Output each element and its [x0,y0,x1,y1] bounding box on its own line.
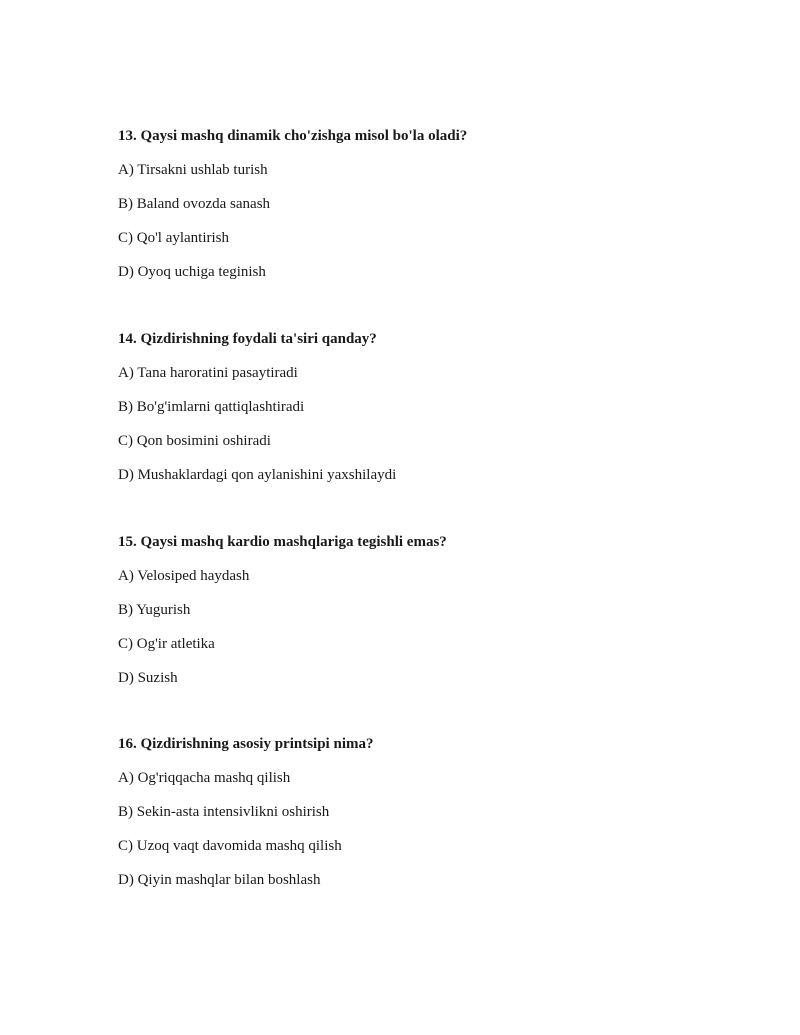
option-d: D) Qiyin mashqlar bilan boshlash [118,872,321,888]
question-14 [118,329,718,485]
question-13 [118,126,718,282]
option-a: A) Velosiped haydash [118,568,250,584]
option-b: B) Sekin-asta intensivlikni oshirish [118,804,330,820]
option-c: C) Og'ir atletika [118,636,215,652]
option-c: C) Qo'l aylantirish [118,230,230,246]
option-c: C) Uzoq vaqt davomida mashq qilish [118,838,342,854]
option-b: B) Baland ovozda sanash [118,196,271,212]
question-title: 14. Qizdirishning foydali ta'siri qanday? [118,331,377,347]
option-d: D) Mushaklardagi qon aylanishini yaxshilaydi [118,467,397,483]
option-b: B) Bo'g'imlarni qattiqlashtiradi [118,399,305,415]
option-a: A) Og'riqqacha mashq qilish [118,770,291,786]
question-15 [118,532,718,688]
question-title: 13. Qaysi mashq dinamik cho'zishga misol bo'la oladi? [118,128,468,144]
option-b: B) Yugurish [118,602,191,618]
question-16 [118,734,718,890]
question-title: 15. Qaysi mashq kardio mashqlariga tegishli emas? [118,534,447,550]
option-a: A) Tana haroratini pasaytiradi [118,365,298,381]
option-c: C) Qon bosimini oshiradi [118,433,271,449]
option-d: D) Suzish [118,670,178,686]
option-a: A) Tirsakni ushlab turish [118,162,268,178]
option-d: D) Oyoq uchiga teginish [118,264,266,280]
question-title: 16. Qizdirishning asosiy printsipi nima? [118,736,374,752]
